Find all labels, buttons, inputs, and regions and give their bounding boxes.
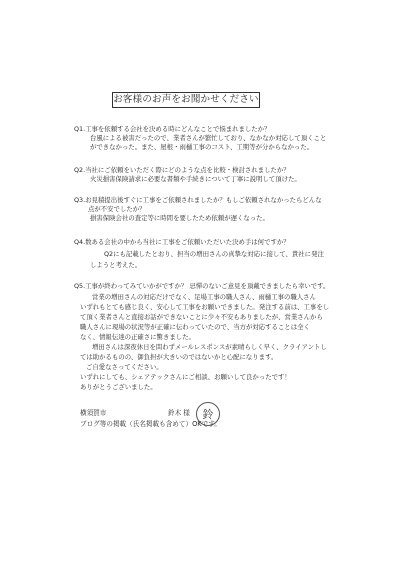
q3-question-line: 点が不安でしたか？ [88, 205, 146, 213]
q5-answer-line: 営業の増田さんの対応だけでなく、足場工事の職人さん、雨樋工事の職人さん [92, 293, 316, 301]
q5-answer-line: なく、情報伝達の正確さに驚きました。 [80, 333, 195, 341]
q5-answer-line: 増田さんは深夜休日を問わずメールレスポンスが素晴らしく早く、クライアントし [92, 343, 327, 351]
q5-answer-line: 職人さんに現場の状況等が正確に伝わっていたので、当方が対応することは全く [80, 323, 310, 331]
q4-answer-line: しようと考えた。 [90, 261, 142, 269]
customer-name: 鈴木 様 [168, 409, 190, 417]
q5-question: Q5.工事が終わってみていかがですか？ 忌憚のないご意見を頂戴できましたら幸いです。 [74, 282, 330, 290]
customer-location: 横須賀市 [80, 409, 107, 417]
publish-permission-note: ブログ等の掲載（氏名掲載も含めて）OKです。 [80, 420, 221, 428]
q5-answer-line: ご自愛なさってください。 [86, 363, 163, 371]
q5-answer-line: ては助かるものの、御負担が大きいのではないかと心配になります。 [80, 353, 278, 361]
q2-answer-line: 火災損害保険請求に必要な書類や手続きについて丁寧に説明して頂けた。 [90, 175, 301, 183]
q4-answer-line: Q2にも記載したとおり、担当の増田さんの真摯な対応に接して、貴社に発注 [104, 250, 324, 258]
q3-answer-line: 損害保険会社の査定等に時間を要したため依頼が遅くなった。 [90, 214, 269, 222]
q1-answer-line: ができなかった。また、屋根・雨樋工事のコスト、工期等が分からなかった。 [90, 143, 314, 151]
page-title: お客様のお声をお聞かせください [112, 92, 260, 108]
q5-answer-line: いずれもとても感じ良く、安心して工事をお願いできました。発注する前は、工事をし [80, 303, 330, 311]
seal-stamp: 鈴 [196, 402, 220, 426]
q2-question: Q2.当社にご依頼をいただく際にどのような点を比較・検討されましたか？ [74, 166, 290, 174]
q5-answer-line: いずれにしても、シェアテックさんにご相談、お願いして良かったです！ [80, 373, 291, 381]
q5-answer-line: ありがとうございました。 [80, 383, 157, 391]
q1-answer-line: 台風による被害だったので、業者さんが繁忙しており、なかなか対応して頂くこと [90, 134, 327, 142]
q4-question: Q4.数ある会社の中から当社に工事をご依頼いただいた決め手は何ですか？ [74, 238, 290, 246]
q3-question-line: Q3.お見積提出後すぐに工事をご依頼されましたか？もしご依頼されなかったらどんな [74, 196, 322, 204]
q5-answer-line: て頂く業者さんと直接お話ができないことに少々不安もありましたが、営業さんから [80, 313, 323, 321]
q1-question: Q1.工事を依頼する会社を決める時にどんなことで悩まれましたか？ [74, 125, 271, 133]
